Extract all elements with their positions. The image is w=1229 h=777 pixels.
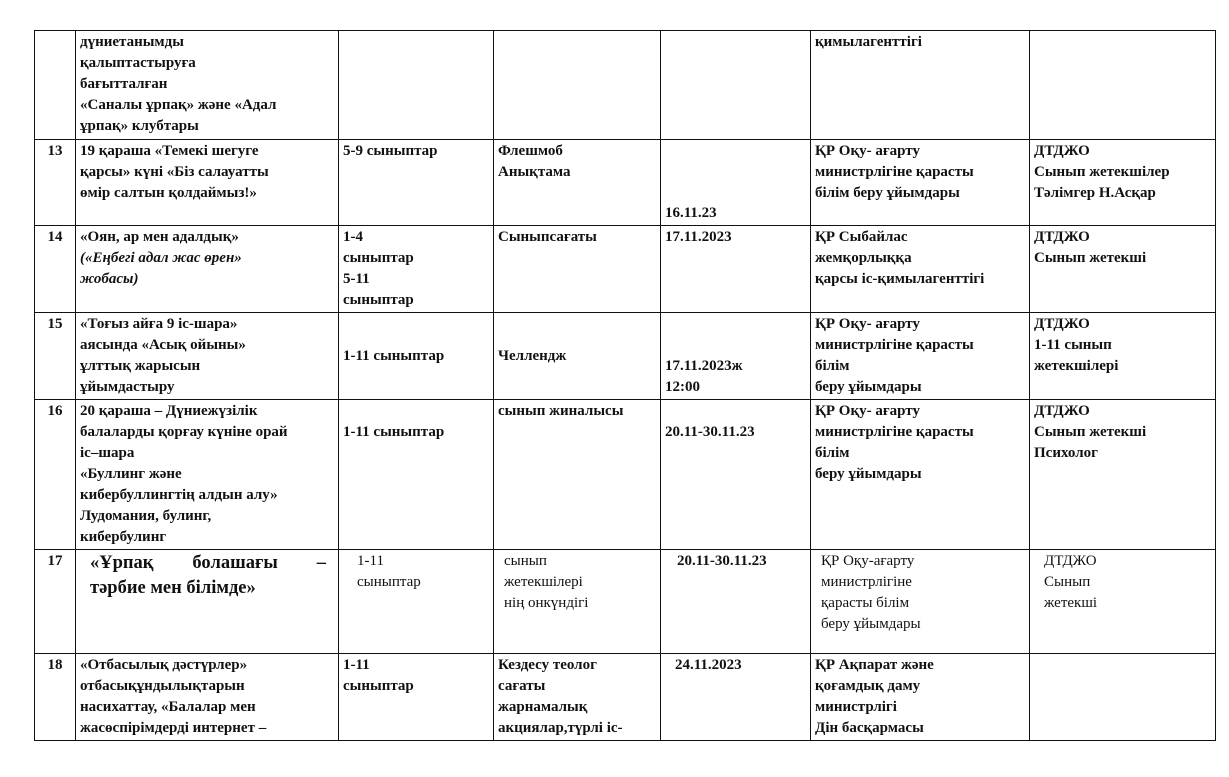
row-number: 14: [35, 226, 76, 313]
row-number: 15: [35, 313, 76, 400]
form-cell: [494, 31, 661, 140]
event-title: «Оян, ар мен адалдық»: [80, 229, 239, 245]
event-cell: [76, 550, 339, 654]
table-row: [35, 226, 1216, 313]
partner-cell: ҚР Оқу-ағарту министрлігіне қарасты білім беру ұйымдары: [811, 550, 1030, 654]
date-cell: 20.11-30.11.23: [661, 550, 811, 654]
table-row: [35, 400, 1216, 550]
partner-cell: ҚР Сыбайлас жемқорлыққа қарсы іс-қимылагенттігі: [811, 226, 1030, 313]
table-row: [35, 31, 1216, 140]
event-cell: 20 қараша – Дүниежүзілік балаларды қорғау күніне орай іс–шара «Буллинг және кибербуллингтің алдын алу» Лудомания, булинг, кибербулинг: [76, 400, 339, 550]
event-cell: «Тоғыз айға 9 іс-шара» аясында «Асық ойыны» ұлттық жарысын ұйымдастыру: [76, 313, 339, 400]
classes-cell: [339, 31, 494, 140]
row-number: 17: [35, 550, 76, 654]
date-cell: [661, 31, 811, 140]
date-cell: 17.11.2023ж 12:00: [661, 313, 811, 400]
event-cell: 19 қараша «Темекі шегуге қарсы» күні «Біз салауатты өмір салтын қолдаймыз!»: [76, 140, 339, 226]
date-cell: 17.11.2023: [661, 226, 811, 313]
row-number: 16: [35, 400, 76, 550]
responsible-cell: ДТДЖО Сынып жетекші: [1030, 226, 1216, 313]
event-cell: «Отбасылық дәстүрлер» отбасықұндылықтарын насихаттау, «Балалар мен жасөспірімдерді интернет –: [76, 654, 339, 741]
partner-cell: ҚР Оқу- ағарту министрлігіне қарасты білім беру ұйымдары: [811, 400, 1030, 550]
partner-cell: ҚР Оқу- ағарту министрлігіне қарасты білім беру ұйымдары: [811, 140, 1030, 226]
table-row: [35, 550, 1216, 654]
form-cell: Челлендж: [494, 313, 661, 400]
form-cell: сынып жетекшілері нің онкүндігі: [494, 550, 661, 654]
date-cell: 20.11-30.11.23: [661, 400, 811, 550]
responsible-cell: [1030, 654, 1216, 741]
responsible-cell: [1030, 31, 1216, 140]
date-cell: 24.11.2023: [661, 654, 811, 741]
classes-cell: 1-11 сыныптар: [339, 654, 494, 741]
form-cell: Сыныпсағаты: [494, 226, 661, 313]
event-title-line2: тәрбие мен білімде»: [90, 578, 256, 598]
partner-cell: ҚР Оқу- ағарту министрлігіне қарасты білім беру ұйымдары: [811, 313, 1030, 400]
form-cell: Кездесу теолог сағаты жарнамалық акциялар,түрлі іс-: [494, 654, 661, 741]
responsible-cell: ДТДЖО Сынып жетекшілер Тәлімгер Н.Асқар: [1030, 140, 1216, 226]
event-cell: [76, 226, 339, 313]
classes-cell: 1-11 сыныптар: [339, 550, 494, 654]
date-cell: 16.11.23: [661, 140, 811, 226]
partner-cell: қимылагенттігі: [811, 31, 1030, 140]
table-row: [35, 140, 1216, 226]
event-title: «Ұрпақ болашағы –: [90, 553, 326, 573]
responsible-cell: ДТДЖО Сынып жетекші Психолог: [1030, 400, 1216, 550]
classes-cell: 5-9 сыныптар: [339, 140, 494, 226]
partner-cell: ҚР Ақпарат және қоғамдық даму министрлігі Дін басқармасы: [811, 654, 1030, 741]
classes-cell: 1-11 сыныптар: [339, 400, 494, 550]
classes-cell: 1-11 сыныптар: [339, 313, 494, 400]
table-row: [35, 654, 1216, 741]
table-row: [35, 313, 1216, 400]
form-cell: Флешмоб Анықтама: [494, 140, 661, 226]
form-cell: сынып жиналысы: [494, 400, 661, 550]
row-number: 13: [35, 140, 76, 226]
responsible-cell: ДТДЖО Сынып жетекші: [1030, 550, 1216, 654]
responsible-cell: ДТДЖО 1-11 сынып жетекшілері: [1030, 313, 1216, 400]
row-number: [35, 31, 76, 140]
event-subtitle: («Еңбегі адал жас өрен» жобасы): [80, 250, 242, 287]
event-cell: дүниетанымды қалыптастыруға бағытталған «Саналы ұрпақ» және «Адал ұрпақ» клубтары: [76, 31, 339, 140]
row-number: 18: [35, 654, 76, 741]
event-schedule-table: [34, 30, 1216, 741]
classes-cell: 1-4 сыныптар 5-11 сыныптар: [339, 226, 494, 313]
